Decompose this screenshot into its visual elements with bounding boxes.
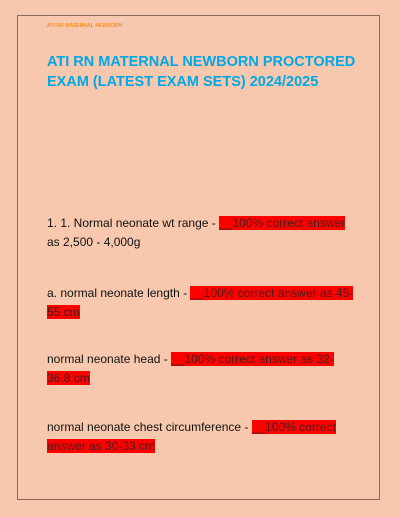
question-item-2	[47, 284, 357, 322]
question-text: a. normal neonate length -	[47, 286, 191, 300]
question-text: 1. 1. Normal neonate wt range -	[47, 216, 220, 230]
answer-highlight: __100% correct answer as 32-36.8 cm	[47, 352, 334, 385]
question-item-1	[47, 214, 357, 252]
answer-highlight: __100% correct answer	[219, 216, 346, 230]
question-item-4	[47, 418, 357, 456]
question-text: normal neonate head -	[47, 352, 172, 366]
answer-highlight: __100% correct answer as 30-33 cm	[47, 420, 336, 453]
answer-text: as 2,500 - 4,000g	[47, 235, 141, 249]
answer-highlight: __100% correct answer as 45-55 cm	[47, 286, 354, 319]
running-header: ATI RN MATERNAL NEWBORN	[47, 23, 123, 29]
document-title: ATI RN MATERNAL NEWBORN PROCTORED EXAM (LATEST EXAM SETS) 2024/2025	[47, 54, 356, 90]
question-text: normal neonate chest circumference -	[47, 420, 252, 434]
question-item-3	[47, 350, 357, 388]
